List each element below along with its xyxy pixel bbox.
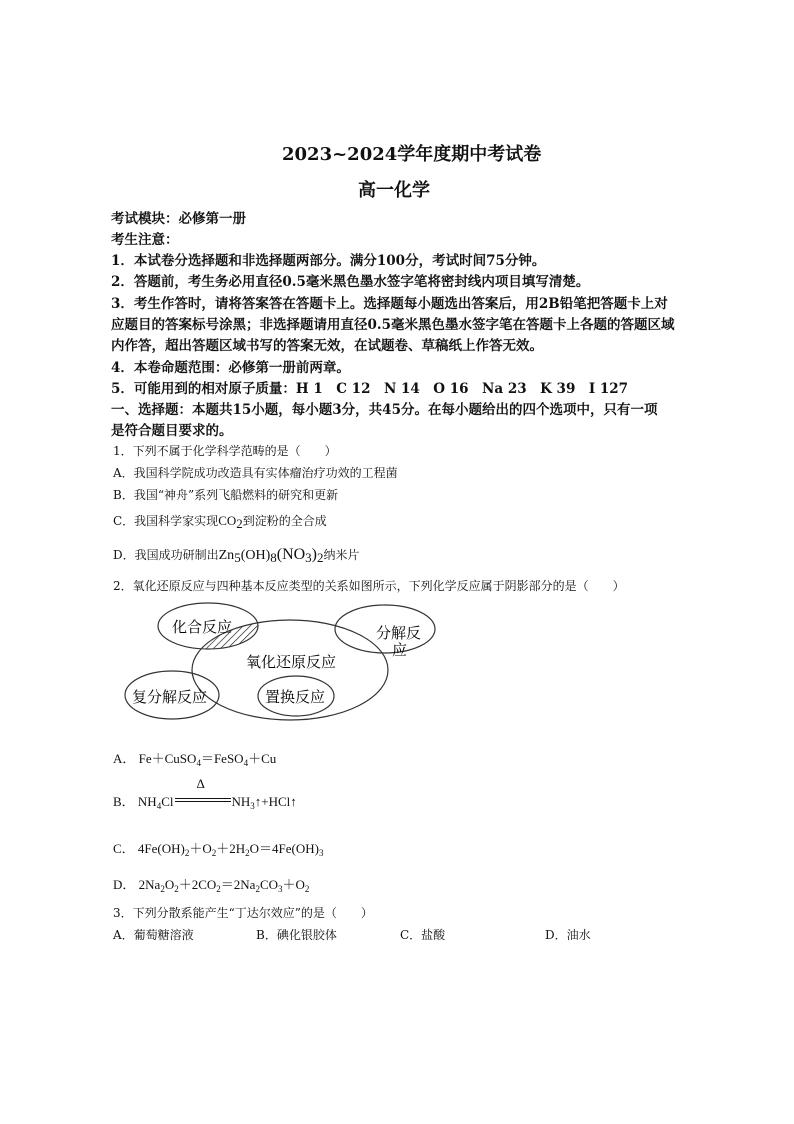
heat-symbol: Δ: [196, 776, 205, 791]
label-decomposition-2: 应: [392, 641, 408, 659]
q3-option-b: B．碘化银胶体: [256, 928, 337, 942]
q3-option-d: D．油水: [545, 928, 591, 942]
label-redox: 氧化还原反应: [246, 653, 337, 671]
q3-option-c: C．盐酸: [400, 928, 446, 942]
section-heading-line-1: 一、选择题：本题共15小题，每小题3分，共45分。在每小题给出的四个选项中，只有一项: [111, 402, 658, 418]
label-double-displacement: 复分解反应: [132, 688, 208, 706]
q2-option-d: D． $2Na_2O_2+2CO_2=2Na_2CO_3+O_2$: [113, 877, 310, 894]
notice-line-4: 应题目的答案标号涂黑；非选择题请用直径0.5毫米黑色墨水签字笔在答题卡上各题的答题区域: [111, 317, 675, 333]
notice-heading: 考生注意：: [111, 232, 179, 248]
q3-stem: 3．下列分散系能产生“丁达尔效应”的是（ ）: [113, 906, 373, 920]
label-decomposition-1: 分解反: [376, 624, 422, 642]
q2-option-a: A． Fe＋CuSO$_4$＝FeSO$_4$＋Cu: [113, 751, 277, 768]
q1-option-d: D．我国成功研制出$Zn_5(OH)_8(NO_3)_2$纳米片: [113, 546, 360, 565]
notice-line-7: 5．可能用到的相对原子质量：H 1 C 12 N 14 O 16 Na 23 K 39 I 127: [111, 381, 629, 397]
section-heading-line-2: 是符合题目要求的。: [111, 423, 233, 439]
notice-line-1: 1．本试卷分选择题和非选择题两部分。满分100分，考试时间75分钟。: [111, 253, 546, 269]
q2-stem: 2．氧化还原反应与四种基本反应类型的关系如图所示，下列化学反应属于阴影部分的是（ ）: [113, 579, 625, 593]
q1-option-a: A．我国科学院成功改造具有实体瘤治疗功效的工程菌: [113, 466, 398, 480]
reaction-type-diagram: [120, 600, 460, 725]
notice-line-6: 4．本卷命题范围：必修第一册前两章。: [111, 360, 350, 376]
notice-line-2: 2．答题前，考生务必用直径0.5毫米黑色墨水签字笔将密封线内项目填写清楚。: [111, 274, 590, 290]
q3-option-a: A．葡萄糖溶液: [113, 928, 194, 942]
q2-option-b: B． $NH_4Cl$ Δ $NH_3↑+HCl↑$: [113, 776, 297, 811]
notice-line-3: 3．考生作答时，请将答案答在答题卡上。选择题每小题选出答案后，用2B铅笔把答题卡上对: [111, 296, 668, 312]
notice-line-5: 内作答，超出答题区域书写的答案无效，在试题卷、草稿纸上作答无效。: [111, 338, 543, 354]
exam-title: 2023~2024学年度期中考试卷: [282, 144, 542, 165]
q1-option-c: C．我国科学家实现$CO_2$到淀粉的全合成: [113, 513, 327, 531]
exam-subject: 高一化学: [358, 180, 430, 201]
q2-option-c: C． $4Fe(OH)_2+O_2+2H_2O=4Fe(OH)_3$: [113, 841, 324, 858]
label-combination: 化合反应: [172, 618, 233, 636]
label-single-displacement: 置换反应: [265, 688, 326, 706]
q1-stem: 1．下列不属于化学科学范畴的是（ ）: [113, 444, 337, 458]
q1-option-b: B．我国“神舟”系列飞船燃料的研究和更新: [113, 488, 339, 502]
exam-module: 考试模块：必修第一册: [111, 211, 246, 227]
